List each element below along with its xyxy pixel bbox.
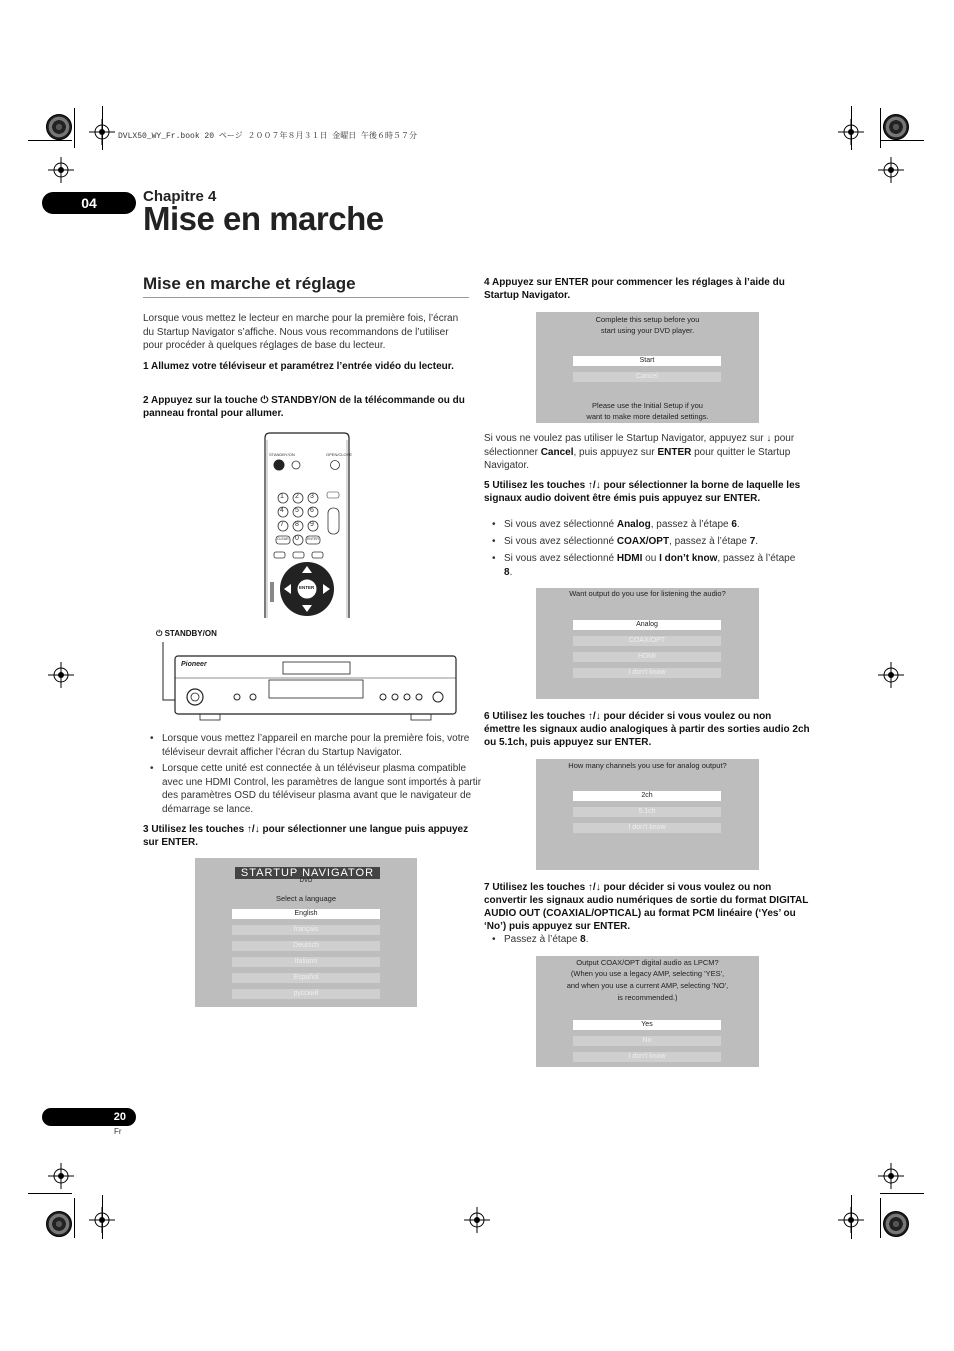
b5c-bold-2: I don’t know — [659, 553, 718, 564]
remote-key-5: 5 — [295, 507, 299, 514]
bullet-left-2: • Lorsque cette unité est connectée à un téléviseur plasma compatible avec une HDMI Control, les paramètres de langue sont importés à partir des paramètres OSD du téléviseur plasma avant que le navigateur de démarrage se lance. — [150, 762, 482, 816]
step-7: 7 Utilisez les touches ↑/↓ pour décider si vous voulez ou non convertir les signaux audio numériques de sortie du format DIGITAL AUDIO OUT (COAXIAL/OPTICAL) au format PCM linéaire (‘Yes’ ou ‘No’) puis appuyez sur ENTER. — [484, 882, 809, 932]
step-1: 1 Allumez votre téléviseur et paramétrez l’entrée vidéo du lecteur. — [143, 361, 454, 372]
b5c-num: 8 — [504, 566, 510, 578]
start-line-2: start using your DVD player. — [600, 326, 695, 335]
b5c-mid: ou — [642, 553, 660, 564]
step-6: 6 Utilisez les touches ↑/↓ pour décider si vous voulez ou non émettre les signaux audio analogiques à partir des sorties audio 2ch ou 5.1ch, puis appuyez sur ENTER. — [484, 711, 810, 748]
screen-lpcm — [536, 956, 759, 1067]
remote-key-3: 3 — [310, 493, 314, 500]
bullet-5-analog — [492, 518, 804, 532]
chapter-number-badge: 04 — [42, 192, 136, 214]
remote-key-7: 7 — [280, 521, 284, 528]
player-standby-callout — [156, 629, 217, 639]
crosshair-icon — [464, 1207, 490, 1233]
b5a-post: , passez à l’étape — [650, 519, 732, 530]
section-title: Mise en marche et réglage — [143, 274, 356, 293]
cancel-text-2: , puis appuyez sur — [573, 446, 658, 458]
b5c-pre: Si vous avez sélectionné — [504, 553, 617, 564]
remote-key-clear: CLEAR — [277, 537, 289, 541]
crop-line — [28, 140, 72, 141]
page-language: Fr — [114, 1127, 122, 1136]
b5c-post: , passez à l’étape — [717, 553, 796, 564]
remote-key-enter-small: ENTER — [307, 537, 319, 541]
option-english[interactable]: English — [232, 909, 380, 919]
option-francais[interactable]: français — [232, 925, 380, 935]
option-deutsch[interactable]: Deutsch — [232, 941, 380, 951]
screen-audio-output — [536, 588, 759, 699]
dvd-player-drawing — [155, 640, 459, 726]
step-2-text-a: 2 Appuyez sur la touche — [143, 395, 261, 406]
page-number: 20 — [42, 1108, 136, 1126]
b5a-num: 6 — [731, 519, 737, 530]
lpcm-question-4: is recommended.) — [617, 993, 678, 1002]
option-dont-know[interactable]: I don't know — [573, 823, 721, 833]
dvd-player-illustration — [155, 640, 459, 726]
option-2ch[interactable]: 2ch — [573, 791, 721, 801]
startup-navigator-header: STARTUP NAVIGATOR — [235, 867, 380, 879]
b7-num: 8 — [580, 934, 586, 945]
crop-line — [102, 106, 103, 150]
option-cancel[interactable]: Cancel — [573, 372, 721, 382]
start-foot-1: Please use the Initial Setup if you — [592, 401, 703, 410]
start-line-1: Complete this setup before you — [595, 315, 700, 324]
option-analog[interactable]: Analog — [573, 620, 721, 630]
chapter-label: Chapitre 4 — [143, 188, 217, 205]
remote-standby-label: STANDBY/ON — [269, 452, 295, 457]
channels-question: How many channels you use for analog output? — [568, 761, 727, 770]
step-2 — [143, 394, 471, 420]
remote-key-4: 4 — [280, 507, 284, 514]
crop-line — [880, 1193, 924, 1194]
option-start[interactable]: Start — [573, 356, 721, 366]
power-icon: ⏻ — [260, 395, 269, 406]
crop-line — [28, 1193, 72, 1194]
remote-key-0: 0 — [295, 535, 299, 542]
option-dont-know[interactable]: I don't know — [573, 668, 721, 678]
bullet-5-hdmi — [492, 552, 804, 579]
step-3: 3 Utilisez les touches ↑/↓ pour sélectionner une langue puis appuyez sur ENTER. — [143, 824, 469, 848]
crosshair-icon — [878, 157, 904, 183]
power-icon: ⏻ — [156, 629, 163, 638]
b5c-bold: HDMI — [616, 553, 643, 564]
remote-key-1: 1 — [280, 493, 284, 500]
cancel-text-bold-1: Cancel — [540, 446, 574, 458]
crop-line — [880, 108, 881, 148]
option-italiano[interactable]: Italiano — [232, 957, 380, 967]
option-yes[interactable]: Yes — [573, 1020, 721, 1030]
b5a-bold: Analog — [616, 519, 651, 530]
b7-pre: Passez à l’étape — [504, 934, 581, 945]
crop-line — [851, 106, 852, 150]
option-dont-know[interactable]: I don't know — [573, 1052, 721, 1062]
crop-line — [880, 140, 924, 141]
screen-channels — [536, 759, 759, 870]
dvd-subtitle: DVD — [299, 878, 313, 884]
remote-control-illustration — [264, 432, 353, 618]
language-prompt: Select a language — [275, 894, 337, 903]
remote-key-9: 9 — [310, 521, 314, 528]
option-5-1ch[interactable]: 5.1ch — [573, 807, 721, 817]
screen-start — [536, 312, 759, 423]
option-hdmi[interactable]: HDMI — [573, 652, 721, 662]
cancel-text-3: pour quitter le Startup Navigator. — [484, 446, 791, 471]
crop-line — [880, 1198, 881, 1238]
b5b-end: . — [755, 536, 759, 547]
intro-paragraph: Lorsque vous mettez le lecteur en marche pour la première fois, l’écran du Startup Navigator s’affiche. Nous vous recommandons de l’utiliser pour procéder à quelques réglages de base du lecteur. — [143, 313, 459, 351]
lpcm-question-3: and when you use a current AMP, selecting 'NO', — [566, 981, 729, 990]
option-russian[interactable]: русский — [232, 989, 380, 999]
remote-open-close-label: OPEN/CLOSE — [326, 452, 353, 457]
option-espanol[interactable]: Español — [232, 973, 380, 983]
page-title: Mise en marche — [143, 200, 384, 237]
cancel-text-1: Si vous ne voulez pas utiliser le Startup Navigator, appuyez sur ↓ pour sélectionner — [484, 433, 795, 458]
crop-line — [74, 108, 75, 148]
registration-sunburst-bottom-right — [883, 1211, 909, 1237]
b5b-num: 7 — [749, 536, 756, 547]
b5c-end: . — [509, 566, 513, 578]
registration-sunburst-top-left — [46, 114, 72, 140]
crosshair-icon — [878, 1163, 904, 1189]
remote-enter-label: ENTER — [299, 585, 315, 590]
player-brand-logo: Pioneer — [181, 661, 207, 668]
bullet-5-coax — [492, 535, 804, 549]
remote-key-2: 2 — [295, 493, 299, 500]
crop-line — [102, 1195, 103, 1239]
b5b-bold: COAX/OPT — [616, 536, 670, 547]
cancel-paragraph — [484, 432, 810, 473]
crosshair-icon — [48, 662, 74, 688]
registration-sunburst-bottom-left — [46, 1211, 72, 1237]
bullet-left-1: • Lorsque vous mettez l’appareil en marche pour la première fois, votre téléviseur devrait afficher l’écran du Startup Navigator. — [150, 732, 482, 759]
screen-language — [195, 858, 417, 1007]
b5a-end: . — [736, 519, 740, 530]
player-standby-label: STANDBY/ON — [164, 629, 217, 638]
step-2-text-b: STANDBY/ON de la télécommande ou du panneau frontal pour allumer. — [143, 395, 465, 419]
bullet-7 — [492, 933, 804, 947]
crosshair-icon — [48, 1163, 74, 1189]
remote-control-drawing — [264, 432, 353, 618]
remote-key-8: 8 — [295, 521, 299, 528]
start-foot-2: want to make more detailed settings. — [586, 412, 709, 421]
section-divider — [143, 297, 469, 298]
crosshair-icon — [48, 157, 74, 183]
option-no[interactable]: No — [573, 1036, 721, 1046]
crosshair-icon — [878, 662, 904, 688]
option-coax-opt[interactable]: COAX/OPT — [573, 636, 721, 646]
book-header-line: DVLX50_WY_Fr.book 20 ページ ２００７年８月３１日 金曜日 午後６時５７分 — [118, 132, 418, 141]
b5b-pre: Si vous avez sélectionné — [504, 536, 617, 547]
b5b-post: , passez à l’étape — [669, 536, 750, 547]
b5a-pre: Si vous avez sélectionné — [504, 519, 617, 530]
b7-end: . — [585, 934, 589, 945]
audio-question: Want output do you use for listening the audio? — [569, 589, 726, 598]
lpcm-question-2: (When you use a legacy AMP, selecting 'YES', — [570, 969, 725, 978]
crop-line — [74, 1198, 75, 1238]
crop-line — [851, 1195, 852, 1239]
step-5: 5 Utilisez les touches ↑/↓ pour sélectionner la borne de laquelle les signaux audio doivent être émis puis appuyez sur ENTER. — [484, 480, 801, 504]
registration-sunburst-top-right — [883, 114, 909, 140]
remote-key-6: 6 — [310, 507, 314, 514]
step-4: 4 Appuyez sur ENTER pour commencer les réglages à l’aide du Startup Navigator. — [484, 277, 785, 301]
lpcm-question-1: Output COAX/OPT digital audio as LPCM? — [576, 958, 719, 967]
cancel-text-bold-2: ENTER — [657, 446, 692, 458]
